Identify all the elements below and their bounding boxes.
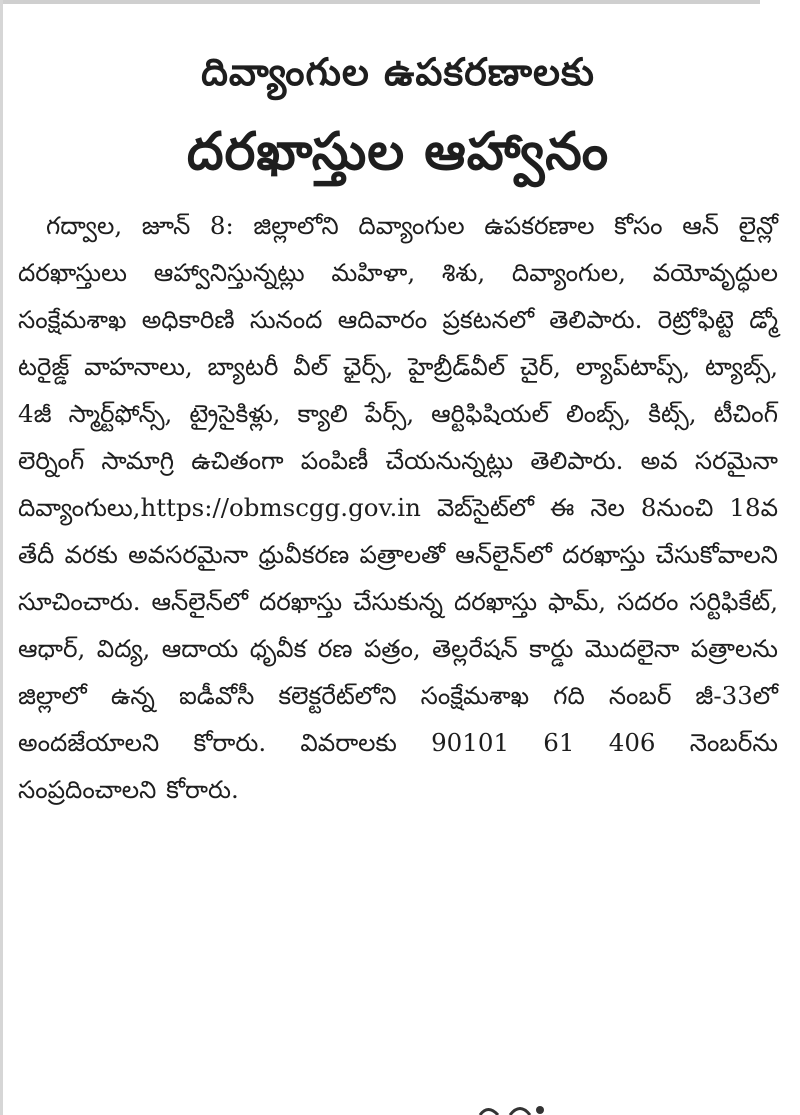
news-article — [18, 42, 778, 813]
next-article-fragment — [470, 1098, 560, 1115]
left-column-rule — [0, 0, 3, 1115]
article-body: గద్వాల, జూన్ 8: జిల్లాలోని దివ్యాంగుల ఉపకరణాల కోసం ఆన్ లైన్లో దరఖాస్తులు ఆహ్వానిస్తున్నట్లు మహిళా, శిశు, దివ్యాంగుల, వయోవృద్ధుల సంక్షేమశాఖ అధికారిణి సునంద ఆదివారం ప్రకటనలో తెలిపారు. రెట్రోఫిట్టె డ్మో టరైజ్డ్ వాహనాలు, బ్యాటరీ వీల్ ఛైర్స్, హైబ్రీడ్‌వీల్ చైర్, ల్యాప్‌టాప్స్, ట్యాబ్స్, 4జీ స్మార్ట్‌ఫోన్స్, ట్రైసైకిళ్లు, క్యాలి పేర్స్, ఆర్టిఫిషియల్ లింబ్స్, కిట్స్, టీచింగ్ లెర్నింగ్ సామాగ్రి ఉచితంగా పంపిణీ చేయనున్నట్లు తెలిపారు. అవ సరమైనా దివ్యాంగులు,https://obmscgg.gov.in వెబ్‌సైట్‌లో ఈ నెల 8నుంచి 18వ తేదీ వరకు అవసరమైనా ధ్రువీకరణ పత్రాలతో ఆన్‌లైన్‌లో దరఖాస్తు చేసుకోవాలని సూచించారు. ఆన్‌లైన్‌లో దరఖాస్తు చేసుకున్న దరఖాస్తు ఫామ్, సదరం సర్టిఫికేట్, ఆధార్, విద్య, ఆదాయ ధృవీక రణ పత్రం, తెల్లరేషన్ కార్డు మొదలైనా పత్రాలను జిల్లాలో ఉన్న ఐడీవోసీ కలెక్టరేట్‌లోని సంక్షేమశాఖ గది నంబర్ జీ-33లో అందజేయాలని కోరారు. వివరాలకు 90101 61 406 నెంబర్‌ను సంప్రదించాలని కోరారు. — [18, 211, 778, 804]
top-divider — [0, 0, 760, 4]
article-kicker: దివ్యాంగుల ఉపకరణాలకు — [201, 50, 595, 94]
article-headline: దరఖాస్తుల ఆహ్వానం — [186, 122, 610, 182]
